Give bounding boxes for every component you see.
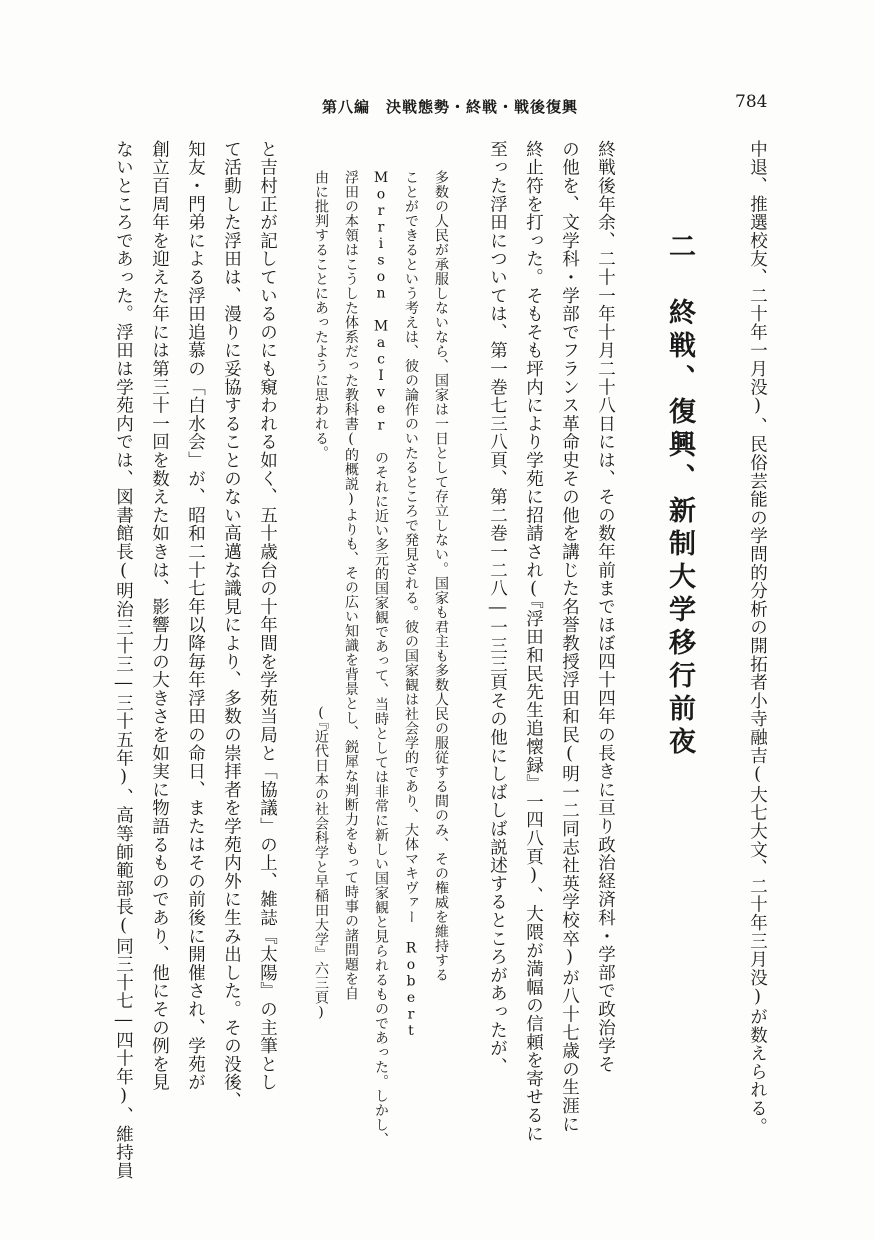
section-heading: 二 終戦、復興、新制大学移行前夜 [664, 232, 695, 760]
intro-text-line: 中退、推選校友、二十年一月没)、民俗芸能の学問的分析の開拓者小寺融吉(大七大文、二十年三月没)が数えられる。 [747, 140, 768, 1136]
body-text-line: と吉村正が記しているのにも窺われる如く、五十歳台の十年間を学苑当局と「協議」の上、雑誌『太陽』の主筆とし [257, 140, 278, 1092]
body-text-line: 知友・門弟による浮田追慕の「白水会」が、昭和二十七年以降毎年浮田の命日、またはその前後に開催され、学苑が [185, 140, 206, 1092]
quote-text-line: Morrison MacIver のそれに近い多元的国家観であって、当時としては非常に新しい国家観と見られるものであった。しかし、 [373, 170, 389, 1147]
quote-text-line: 由に批判することにあったように思われる。 [313, 170, 329, 460]
page-number: 784 [735, 92, 768, 112]
body-text-line: 至った浮田については、第一巻七三八頁、第二巻一二八―一三三頁その他にしばしば説述するところがあったが、 [487, 140, 508, 1076]
running-header: 第八編 決戦態勢・終戦・戦後復興 [322, 98, 579, 116]
body-text-line: の他を、文学科・学部でフランス革命史その他を講じた名誉教授浮田和民(明一二同志社英学校卒)が八十七歳の生涯に [559, 140, 580, 1134]
quote-text-line: 浮田の本領はこうした体系だった教科書(的概説)よりも、その広い知識を背景とし、鋭犀な判断力をもって時事の諸問題を自 [343, 170, 359, 1001]
quote-text-line: 多数の人民が承服しないなら、国家は一日として存立しない。国家も君主も多数人民の服従する間のみ、その権威を維持する [433, 170, 449, 982]
body-text-line: 終戦後年余、二十一年十月二十八日には、その数年前までほぼ四十四年の長きに亘り政治経済科・学部で政治学そ [595, 140, 616, 1074]
body-text-line: て活動した浮田は、漫りに妥協することのない高邁な識見により、多数の崇拝者を学苑内外に生み出した。その没後、 [221, 140, 242, 1110]
body-text-line: ないところであった。浮田は学苑内では、図書館長(明治三十三―三十五年)、高等師範部長(同三十七―四十年)、維持員 [113, 140, 134, 1180]
quote-citation: (『近代日本の社会科学と早稲田大学』六三頁) [313, 705, 329, 1021]
quote-text-line: ことができるという考えは、彼の論作のいたるところで発見される。彼の国家観は社会学的であり、大体マキヴァー Robert [403, 170, 419, 1040]
body-text-line: 創立百周年を迎えた年には第三十一回を数えた如きは、影響力の大きさを如実に物語るものであり、他にその例を見 [149, 140, 170, 1092]
body-text-line: 終止符を打った。そもそも坪内により学苑に招請され(『浮田和民先生追懐録』一四八頁)、大隈が満幅の信頼を寄せるに [523, 140, 544, 1143]
